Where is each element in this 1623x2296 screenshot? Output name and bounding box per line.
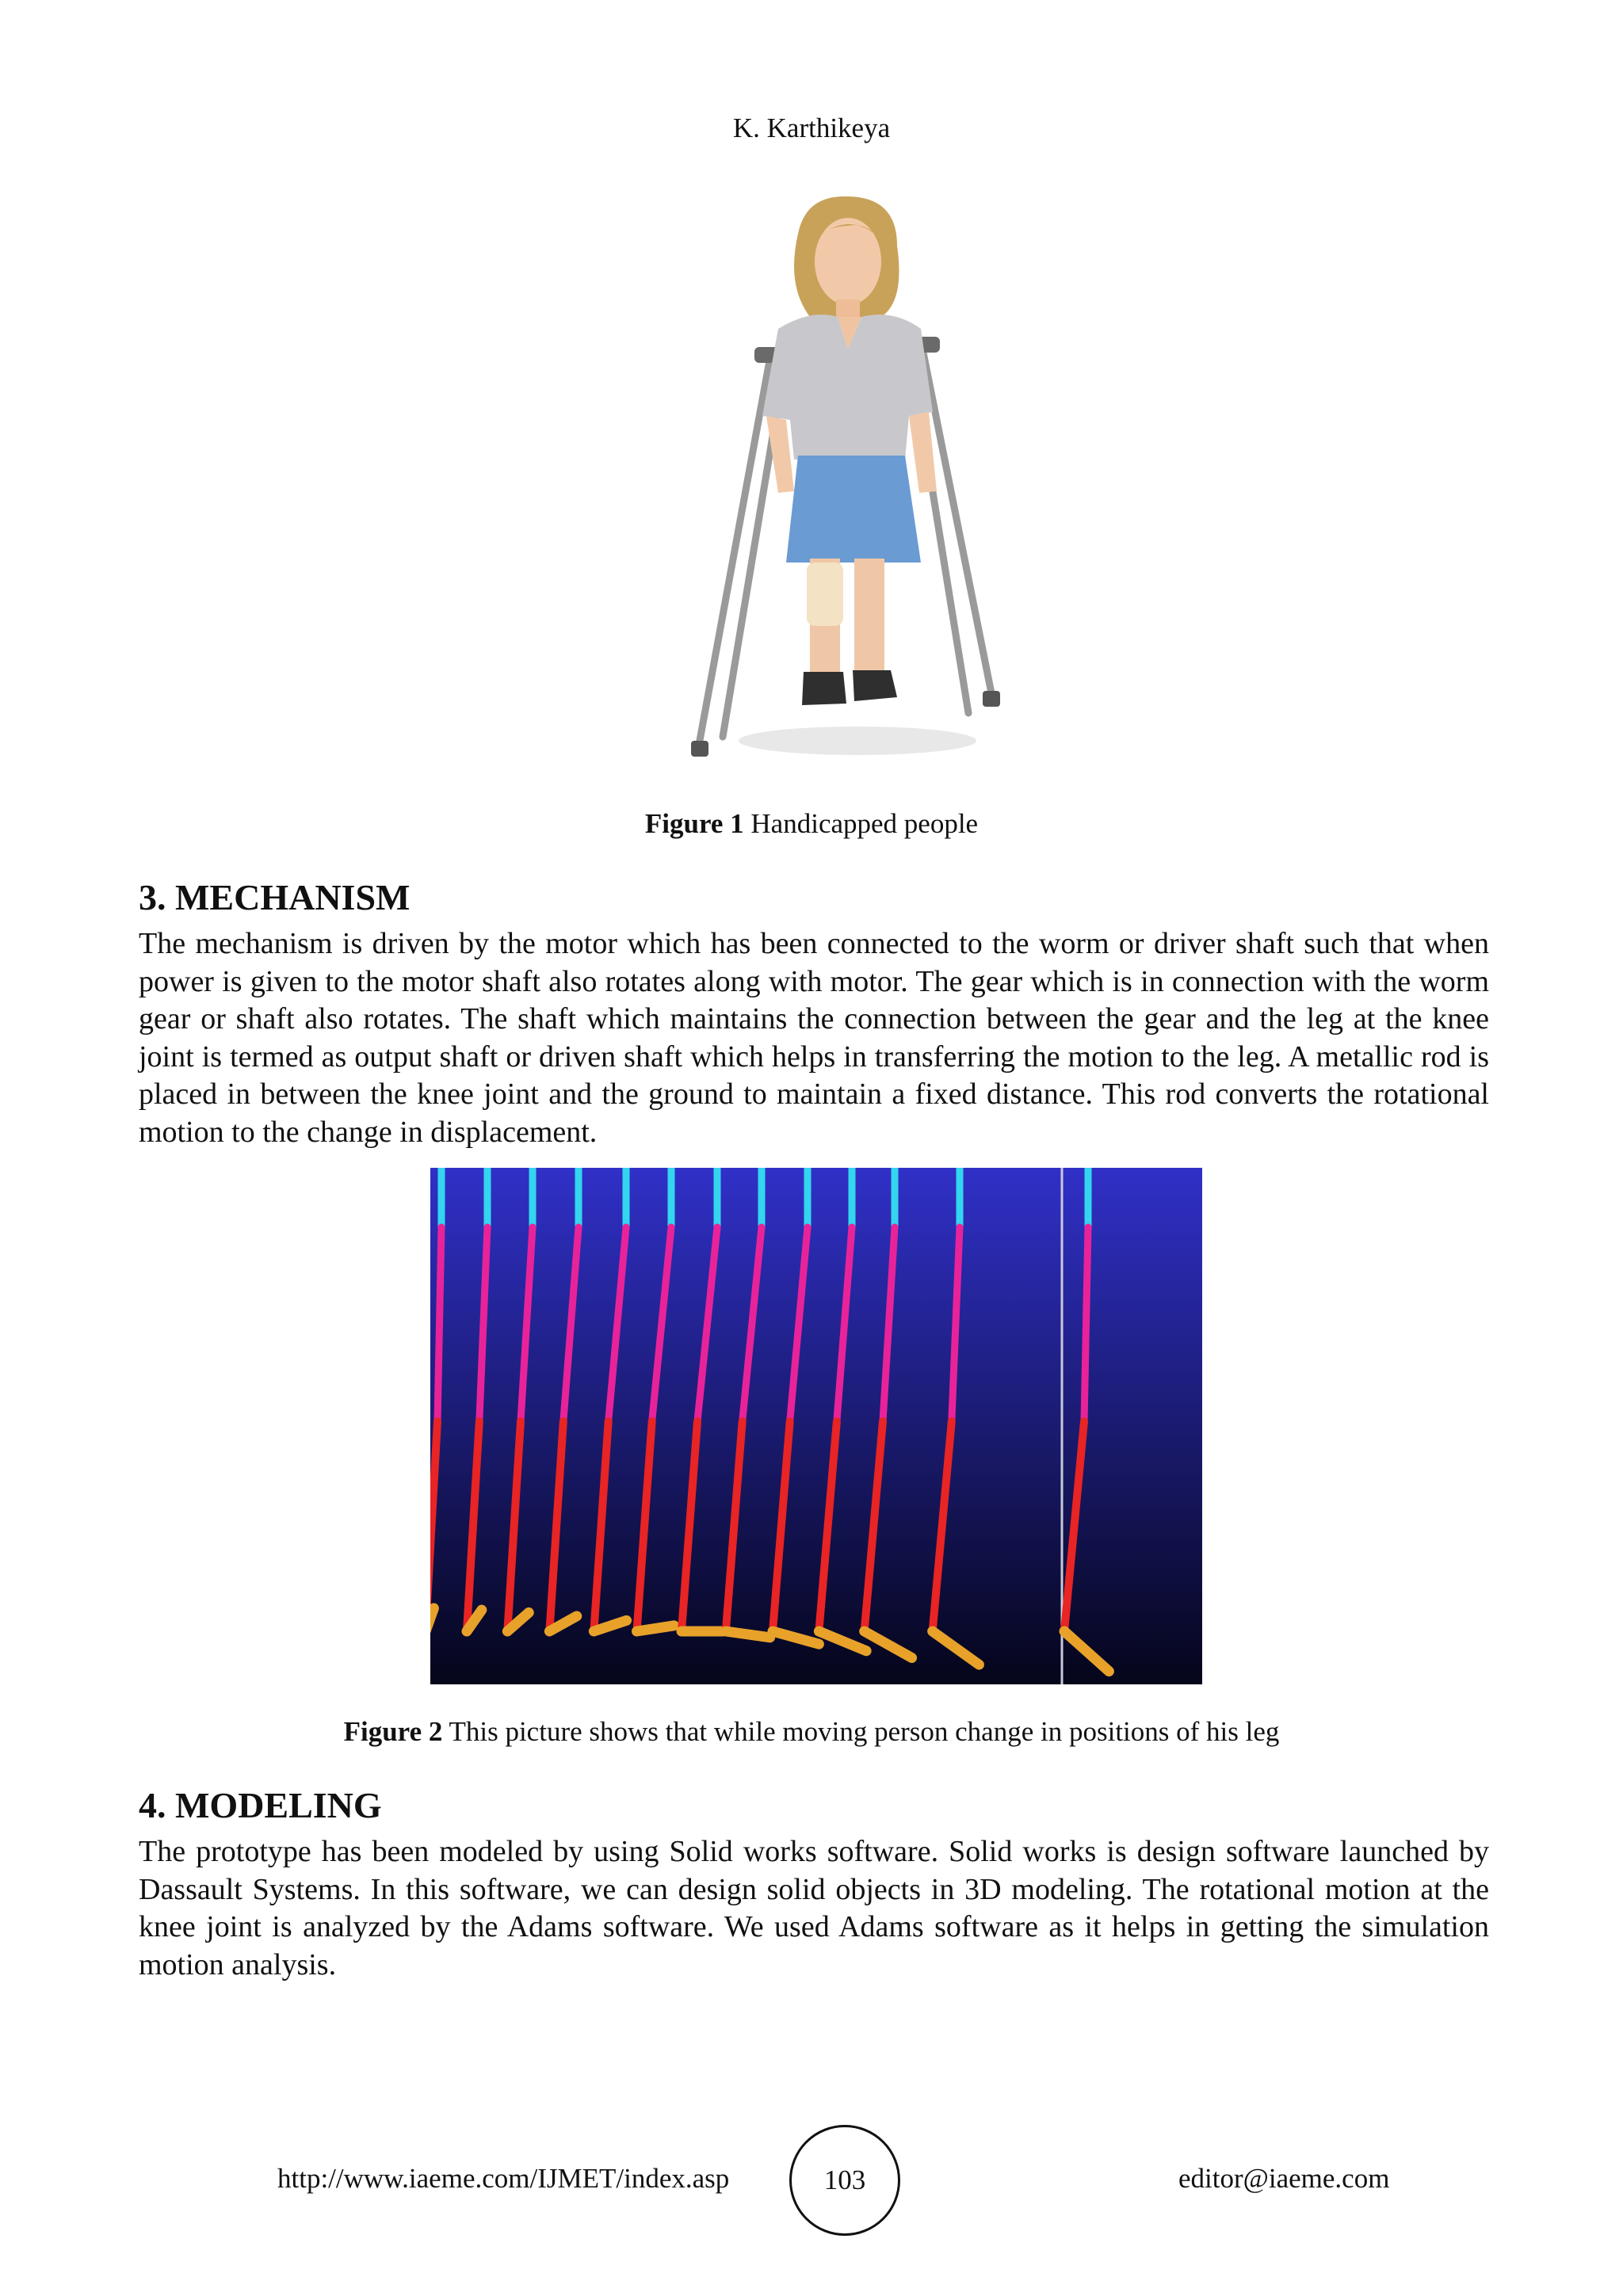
thigh-segment — [1084, 1227, 1088, 1421]
foot-segment — [726, 1631, 770, 1638]
section3-heading: 3. MECHANISM — [139, 877, 411, 917]
figure1-caption — [0, 808, 1623, 840]
figure2-caption — [0, 1716, 1623, 1748]
figure2-label: Figure 2 — [343, 1716, 443, 1747]
page-number: 103 — [823, 2164, 866, 2195]
foot-segment — [637, 1626, 674, 1631]
section4-body: The prototype has been modeled by using Solid works software. Solid works is design software launched by Dassault Systems. In this software, we can design solid objects in 3D modeling. The rotational motion at the knee joint is analyzed by the Adams software. We used Adams software as it helps in getting the simulation motion analysis. — [139, 1835, 1489, 1981]
running-head-author: K. Karthikeya — [732, 113, 891, 143]
footer-url-link[interactable]: http://www.iaeme.com/IJMET/index.asp — [277, 2163, 730, 2194]
figure1-image — [667, 190, 1016, 776]
page-number-badge — [789, 2125, 900, 2236]
figure2-image — [430, 1168, 1202, 1684]
section3-body: The mechanism is driven by the motor which has been connected to the worm or driver shaft such that when power is given to the motor shaft also rotates along with motor. The gear which is in connection with the worm gear or shaft also rotates. The shaft which maintains the connection between the gear and the leg at the knee joint is termed as output shaft or driven shaft which helps in transferring the motion to the leg. A metallic rod is placed in between the knee joint and the ground to maintain a fixed distance. This rod converts the rotational motion to the change in displacement. — [139, 927, 1489, 1149]
figure1-label: Figure 1 — [644, 808, 744, 839]
figure2-caption-text: This picture shows that while moving person change in positions of his leg — [449, 1716, 1280, 1747]
figure1-caption-text: Handicapped people — [750, 808, 979, 839]
footer-email-link[interactable]: editor@iaeme.com — [1178, 2163, 1390, 2194]
section4-heading: 4. MODELING — [139, 1785, 382, 1825]
thigh-segment — [437, 1227, 441, 1421]
